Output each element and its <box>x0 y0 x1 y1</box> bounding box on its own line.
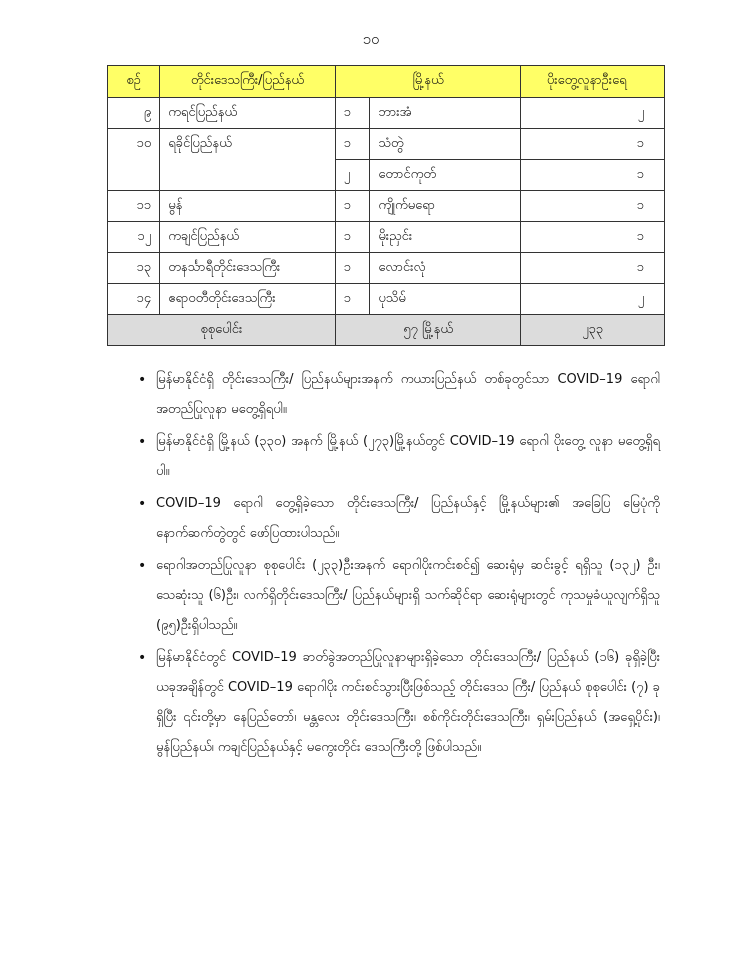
cell-township: မိုးညှင်း <box>370 222 521 253</box>
table-row <box>108 129 665 160</box>
cell-count: ၁ <box>521 160 665 191</box>
note-text: မြန်မာနိုင်ငံရှိ မြို့နယ် (၃၃၀) အနက် မြို့နယ် (၂၇၃)မြို့နယ်တွင် COVID–19 ရောဂါ ပိုးတွေ့ လူနာ မတွေ့ရှိရပါ။ <box>156 434 660 479</box>
header-township: မြို့နယ် <box>335 66 521 98</box>
table-row <box>108 98 665 129</box>
cell-serial: ၉ <box>108 98 160 129</box>
table-header-row <box>108 66 665 98</box>
total-count: ၂၃၃ <box>521 315 665 346</box>
cell-count: ၂ <box>521 98 665 129</box>
cell-region: မွန် <box>160 191 336 222</box>
cell-region: တနင်္သာရီတိုင်းဒေသကြီး <box>160 253 336 284</box>
note-item <box>140 489 660 549</box>
note-item <box>140 365 660 425</box>
bullet-icon: • <box>138 434 147 450</box>
bullet-icon: • <box>138 650 147 666</box>
table-total-row <box>108 315 665 346</box>
cell-serial: ၁၂ <box>108 222 160 253</box>
total-label: စုစုပေါင်း <box>108 315 336 346</box>
cell-count: ၂ <box>521 284 665 315</box>
cell-township: ဘားအံ <box>370 98 521 129</box>
note-text: ရောဂါအတည်ပြုလူနာ စုစုပေါင်း (၂၃၃)ဦးအနက် ရောဂါပိုးကင်းစင်၍ ဆေးရုံမှ ဆင်းခွင့် ရရှိသူ (၁၃၂) ဦး၊ သေဆုံးသူ (၆)ဦး၊ လက်ရှိတိုင်းဒေသကြီး/ ပြည်နယ်များရှိ သက်ဆိုင်ရာ ဆေးရုံများတွင် ကုသမှုခံယူလျက်ရှိသူ (၉၅)ဦးရှိပါသည်။ <box>156 558 660 633</box>
note-item <box>140 551 660 641</box>
cell-township-no: ၁ <box>335 222 370 253</box>
cell-serial: ၁၁ <box>108 191 160 222</box>
cell-township-no: ၁ <box>335 253 370 284</box>
cell-region: ကရင်ပြည်နယ် <box>160 98 336 129</box>
cell-count: ၁ <box>521 191 665 222</box>
cell-serial: ၁၀ <box>108 129 160 191</box>
header-region: တိုင်းဒေသကြီး/ပြည်နယ် <box>160 66 336 98</box>
cell-township-no: ၁ <box>335 191 370 222</box>
table-row <box>108 191 665 222</box>
cell-township: လောင်းလုံ <box>370 253 521 284</box>
cell-township-no: ၁ <box>335 98 370 129</box>
bullet-icon: • <box>138 372 147 388</box>
cell-serial: ၁၃ <box>108 253 160 284</box>
table-row <box>108 253 665 284</box>
table-row <box>108 222 665 253</box>
cell-region: ကချင်ပြည်နယ် <box>160 222 336 253</box>
covid-township-table <box>107 65 665 346</box>
cell-township: ပုသိမ် <box>370 284 521 315</box>
cell-count: ၁ <box>521 253 665 284</box>
bullet-icon: • <box>138 496 147 512</box>
table-row <box>108 284 665 315</box>
cell-township: သံတွဲ <box>370 129 521 160</box>
header-count: ပိုးတွေ့လူနာဦးရေ <box>521 66 665 98</box>
note-text: မြန်မာနိုင်ငံရှိ တိုင်းဒေသကြီး/ ပြည်နယ်များအနက် ကယားပြည်နယ် တစ်ခုတွင်သာ COVID–19 ရောဂါ အတည်ပြုလူနာ မတွေ့ရှိရပါ။ <box>156 372 660 417</box>
note-item <box>140 643 660 763</box>
header-serial: စဉ် <box>108 66 160 98</box>
cell-township-no: ၁ <box>335 129 370 160</box>
cell-serial: ၁၄ <box>108 284 160 315</box>
cell-region: ရခိုင်ပြည်နယ် <box>160 129 336 191</box>
bullet-icon: • <box>138 558 147 574</box>
cell-township-no: ၂ <box>335 160 370 191</box>
page-number: ၁၀ <box>362 30 380 48</box>
cell-count: ၁ <box>521 129 665 160</box>
notes-list <box>140 365 660 765</box>
cell-township-no: ၁ <box>335 284 370 315</box>
cell-count: ၁ <box>521 222 665 253</box>
cell-region: ဧရာဝတီတိုင်းဒေသကြီး <box>160 284 336 315</box>
note-item <box>140 427 660 487</box>
cell-township: ကျိုက်မရော <box>370 191 521 222</box>
total-townships: ၅၇ မြို့နယ် <box>335 315 521 346</box>
note-text: မြန်မာနိုင်ငံတွင် COVID–19 ခာတ်ခွဲအတည်ပြုလူနာများရှိခဲ့သော တိုင်းဒေသကြီး/ ပြည်နယ် (၁၆) ခုရှိခဲ့ပြီး ယခုအချိန်တွင် COVID–19 ရောဂါပိုး ကင်းစင်သွားပြီးဖြစ်သည့် တိုင်းဒေသ ကြီး/ ပြည်နယ် စုစုပေါင်း (၇) ခုရှိပြီး ၎င်းတို့မှာ နေပြည်တော်၊ မန္တလေး တိုင်းဒေသကြီး၊ စစ်ကိုင်းတိုင်းဒေသကြီး၊ ရှမ်းပြည်နယ် (အရှေ့ပိုင်း)၊ မွန်ပြည်နယ်၊ ကချင်ပြည်နယ်နှင့် မကွေးတိုင်း ဒေသကြီးတို့ ဖြစ်ပါသည်။ <box>156 650 660 755</box>
note-text: COVID–19 ရောဂါ တွေ့ရှိခဲ့သော တိုင်းဒေသကြီး/ ပြည်နယ်နှင့် မြို့နယ်များ၏ အခြေပြ မြေပုံကို နောက်ဆက်တွဲတွင် ဖော်ပြထားပါသည်။ <box>156 496 660 541</box>
cell-township: တောင်ကုတ် <box>370 160 521 191</box>
